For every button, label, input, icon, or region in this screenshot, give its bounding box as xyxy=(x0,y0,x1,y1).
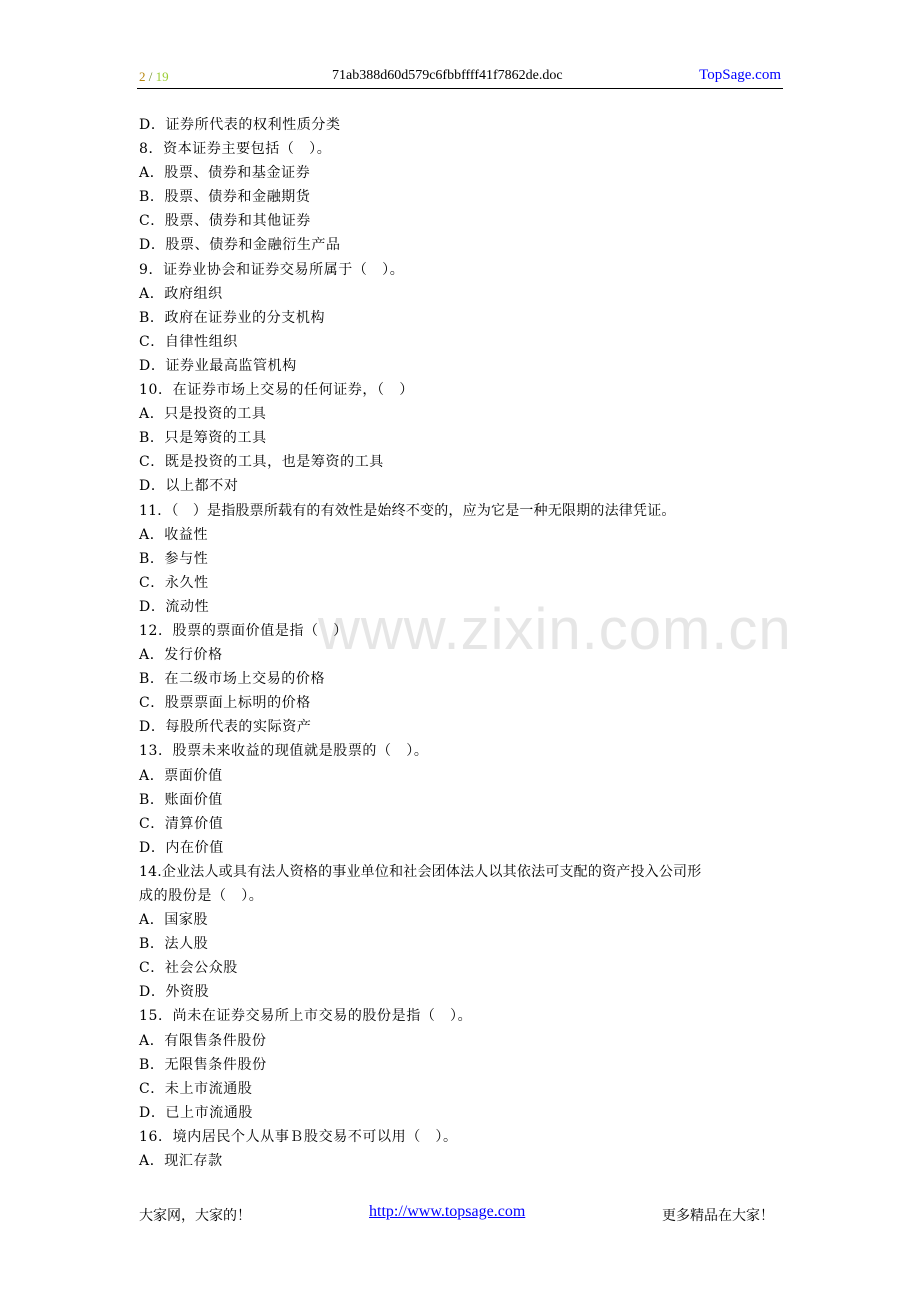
option-line: A．现汇存款 xyxy=(139,1153,223,1170)
question-line-continued: 成的股份是（ ）。 xyxy=(139,888,264,904)
question-line: 13．股票未来收益的现值就是股票的（ ）。 xyxy=(139,743,429,760)
document-filename: 71ab388d60d579c6fbbffff41f7862de.doc xyxy=(332,68,563,83)
option-line: C．自律性组织 xyxy=(139,333,238,350)
option-line: A．政府组织 xyxy=(139,285,223,302)
option-line: C．社会公众股 xyxy=(139,960,238,977)
option-line: B．账面价值 xyxy=(139,791,223,808)
option-line: B．在二级市场上交易的价格 xyxy=(139,671,326,688)
option-line: D．已上市流通股 xyxy=(139,1104,254,1121)
document-body xyxy=(139,113,784,1173)
option-line: B．股票、债券和金融期货 xyxy=(139,189,311,206)
option-line: B．法人股 xyxy=(139,936,209,953)
question-line: 9．证券业协会和证券交易所属于（ ）。 xyxy=(139,261,405,278)
question-line: 11．（ ）是指股票所载有的有效性是始终不变的，应为它是一种无限期的法律凭证。 xyxy=(139,502,676,519)
page-indicator xyxy=(139,69,169,85)
option-line: A．发行价格 xyxy=(139,647,223,664)
question-line: 14.企业法人或具有法人资格的事业单位和社会团体法人以其依法可支配的资产投入公司形 xyxy=(139,863,702,880)
page-current: 2 xyxy=(139,69,146,84)
watermark: www.zixin.com.cn xyxy=(318,597,792,662)
footer-link[interactable]: http://www.topsage.com xyxy=(369,1203,526,1220)
footer-tagline: 更多精品在大家！ xyxy=(662,1208,774,1224)
page-separator: / xyxy=(145,69,156,84)
page-total: 19 xyxy=(155,69,169,84)
option-line: D．股票、债券和金融衍生产品 xyxy=(139,237,341,254)
option-line: A．票面价值 xyxy=(139,767,223,784)
option-line: A．只是投资的工具 xyxy=(139,406,267,423)
option-line: C．既是投资的工具，也是筹资的工具 xyxy=(139,454,384,471)
question-line: 16．境内居民个人从事Ｂ股交易不可以用（ ）。 xyxy=(139,1128,458,1145)
option-line: C．股票票面上标明的价格 xyxy=(139,695,311,712)
option-line: D．流动性 xyxy=(139,598,210,615)
question-line: 12．股票的票面价值是指（ ） xyxy=(139,622,348,639)
option-line: C．未上市流通股 xyxy=(139,1080,253,1097)
option-line: A．国家股 xyxy=(139,912,209,929)
option-line: D．外资股 xyxy=(139,984,210,1001)
option-line: D．以上都不对 xyxy=(139,478,239,495)
option-line: B．参与性 xyxy=(139,550,209,567)
option-line: A．有限售条件股份 xyxy=(139,1032,267,1049)
option-line: A．收益性 xyxy=(139,526,209,543)
option-line: A．股票、债券和基金证券 xyxy=(139,165,311,182)
site-link[interactable]: TopSage.com xyxy=(699,67,781,83)
question-line: 10．在证券市场上交易的任何证券，（ ） xyxy=(139,382,414,399)
option-line: D．证券所代表的权利性质分类 xyxy=(139,117,341,133)
option-line: D．内在价值 xyxy=(139,839,224,856)
question-line: 8．资本证券主要包括（ ）。 xyxy=(139,141,332,158)
option-line: B．政府在证券业的分支机构 xyxy=(139,309,326,326)
option-line: D．每股所代表的实际资产 xyxy=(139,719,312,736)
option-line: C．股票、债券和其他证券 xyxy=(139,213,311,230)
option-line: D．证券业最高监管机构 xyxy=(139,357,297,374)
option-line: C．清算价值 xyxy=(139,815,224,832)
option-line: B．只是筹资的工具 xyxy=(139,430,267,447)
option-line: B．无限售条件股份 xyxy=(139,1056,267,1073)
question-line: 15．尚未在证券交易所上市交易的股份是指（ ）。 xyxy=(139,1008,473,1025)
option-line: C．永久性 xyxy=(139,574,209,591)
footer-slogan: 大家网，大家的！ xyxy=(139,1208,251,1224)
page-header xyxy=(137,66,783,89)
